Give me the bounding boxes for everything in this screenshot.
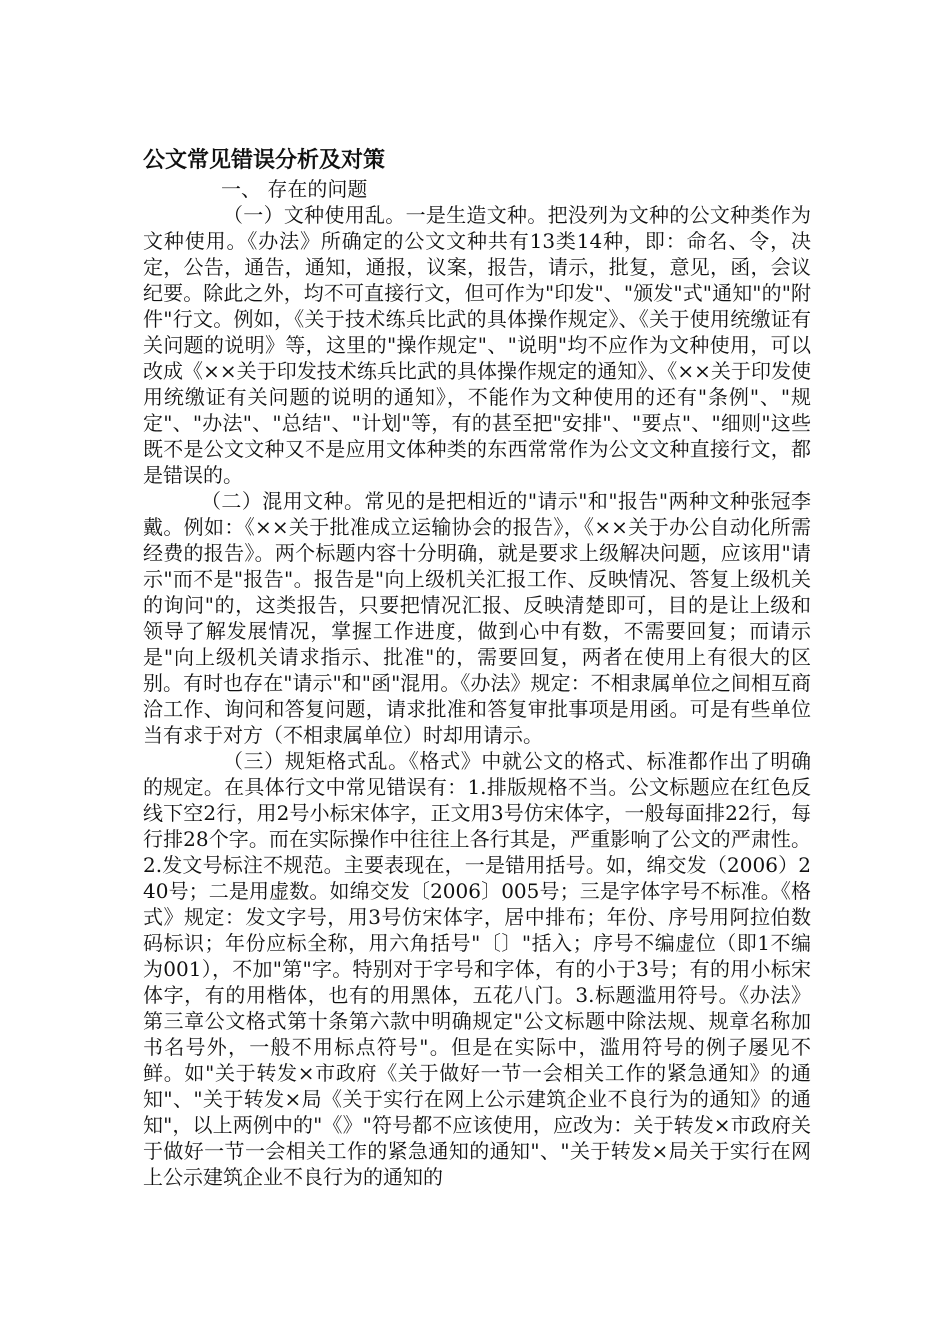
document-title: 公文常见错误分析及对策 (143, 148, 386, 173)
paragraph-3: （三）规矩格式乱。《格式》中就公文的格式、标准都作出了明确的规定。在具体行文中常见错误有：1.排版规格不当。公文标题应在红色反线下空2行，用2号小标宋体字，正文用3号仿宋体字，一般每面排22行，每行排28个字。而在实际操作中往往上各行其是，严重影响了公文的严肃性。2.发文号标注不规范。主要表现在，一是错用括号。如，绵交发（2006）240号；二是用虚数。如绵交发〔2006〕005号；三是字体字号不标准。《格式》规定：发文字号，用3号仿宋体字，居中排布；年份、序号用阿拉伯数码标识；年份应标全称，用六角括号"〔〕"括入；序号不编虚位（即1不编为001），不加"第"字。特别对于字号和字体，有的小于3号；有的用小标宋体字，有的用楷体，也有的用黑体，五花八门。3.标题滥用符号。《办法》第三章公文格式第十条第六款中明确规定"公文标题中除法规、规章名称加书名号外，一般不用标点符号"。但是在实际中，滥用符号的例子屡见不鲜。如"关于转发×市政府《关于做好一节一会相关工作的紧急通知》的通知"、"关于转发×局《关于实行在网上公示建筑企业不良行为的通知》的通知"，以上两例中的"《》"符号都不应该使用，应改为：关于转发×市政府关于做好一节一会相关工作的紧急通知的通知"、"关于转发×局关于实行在网上公示建筑企业不良行为的通知的 (143, 749, 811, 1189)
paragraph-2: （二）混用文种。常见的是把相近的"请示"和"报告"两种文种张冠李戴。例如：《××关于批准成立运输协会的报告》，《××关于办公自动化所需经费的报告》。两个标题内容十分明确，就是要求上级解决问题，应该用"请示"而不是"报告"。报告是"向上级机关汇报工作、反映情况、答复上级机关的询问"的，这类报告，只要把情况汇报、反映清楚即可，目的是让上级和领导了解发展情况，掌握工作进度，做到心中有数，不需要回复；而请示是"向上级机关请求指示、批准"的，需要回复，两者在使用上有很大的区别。有时也存在"请示"和"函"混用。《办法》规定：不相隶属单位之间相互商洽工作、询问和答复问题，请求批准和答复审批事项是用函。可是有些单位当有求于对方（不相隶属单位）时却用请示。 (143, 489, 811, 747)
paragraph-1: （一）文种使用乱。一是生造文种。把没列为文种的公文种类作为文种使用。《办法》所确定的公文文种共有13类14种，即：命名、令，决定，公告，通告，通知，通报，议案，报告，请示，批复，意见，函，会议纪要。除此之外，均不可直接行文，但可作为"印发"、"颁发"式"通知"的"附件"行文。例如，《关于技术练兵比武的具体操作规定》、《关于使用统缴证有关问题的说明》等，这里的"操作规定"、"说明"均不应作为文种使用，可以改成《××关于印发技术练兵比武的具体操作规定的通知》、《××关于印发使用统缴证有关问题的说明的通知》，不能作为文种使用的还有"条例"、"规定"、"办法"、"总结"、"计划"等，有的甚至把"安排"、"要点"、"细则"这些既不是公文文种又不是应用文体种类的东西常常作为公文文种直接行文，都是错误的。 (143, 203, 811, 487)
document-body (143, 146, 811, 1190)
section-heading: 一、 存在的问题 (221, 177, 368, 201)
